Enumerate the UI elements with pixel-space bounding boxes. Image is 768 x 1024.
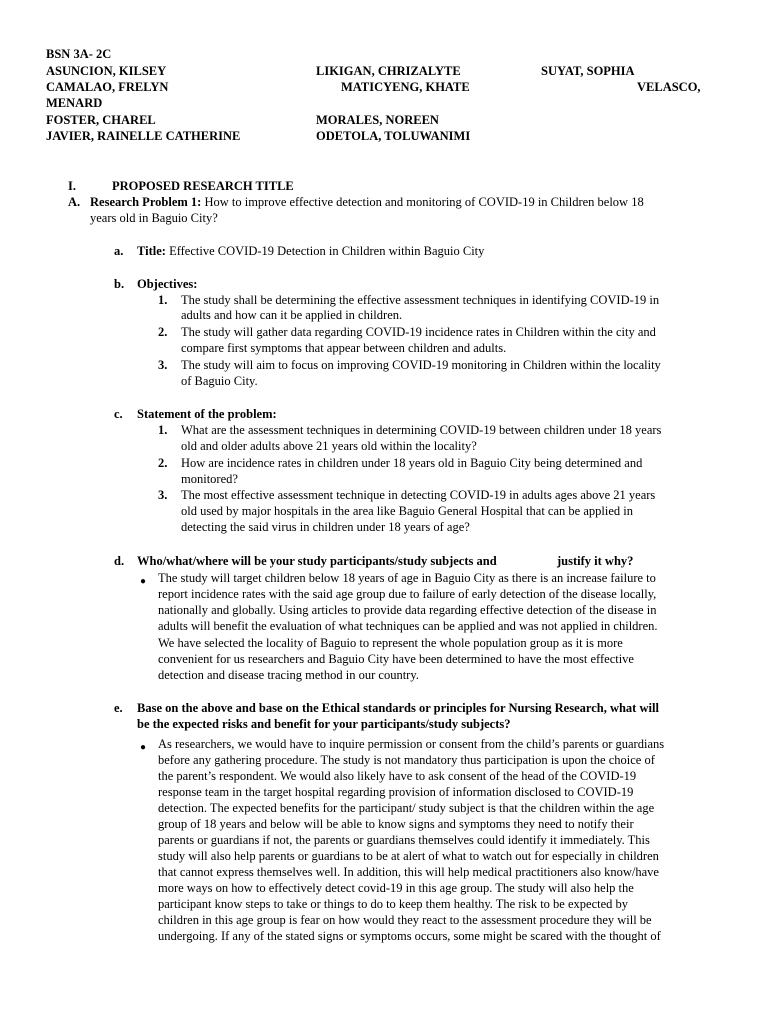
objective-3-line-1: The study will aim to focus on improving COVID-19 monitoring in Children within the locality [181,358,661,372]
participants-line: The study will target children below 18 years of age in Baguio City as there is an increase failure to [158,571,656,585]
problem-line-2: years old in Baguio City? [90,211,218,225]
objective-number: 2. [158,325,168,339]
problem-statement-number: 2. [158,456,168,470]
problem-text: How to improve effective detection and monitoring of COVID-19 in Children below 18 [201,195,644,209]
member-name: VELASCO, [637,80,701,94]
ethics-line: parents or guardians if not, the parents or guardians themselves could identify it immediately. This [158,833,650,847]
item-e-label-line-2: be the expected risks and benefit for your participants/study subjects? [137,717,511,731]
ethics-line: that cannot express themselves well. In addition, this will help medical practitioners also know/have [158,865,659,879]
item-d-label-tail: justify it why? [557,554,634,568]
member-name: MENARD [46,96,103,110]
item-c-label: Statement of the problem: [137,407,277,421]
item-d-label: Who/what/where will be your study participants/study subjects and [137,554,497,568]
bullet-icon: ● [140,742,147,753]
member-name: MORALES, NOREEN [316,113,439,127]
ethics-line: children in this age group is fear on how would they react to the assessment procedure they will be [158,913,652,927]
statement-3-line-1: The most effective assessment technique in detecting COVID-19 in adults ages above 21 years [181,488,656,502]
ethics-line: participant know steps to take or things to do to keep them healthy. The risk to be expected by [158,897,629,911]
objective-number: 1. [158,293,168,307]
ethics-line: group of 18 years and below will be able to know signs and symptoms they need to notify their [158,817,634,831]
ethics-line: undergoing. If any of the stated signs or symptoms occurs, some might be scared with the thought of [158,929,661,943]
ethics-line: detection. The expected benefits for the participant/ study subject is that the children within the age [158,801,655,815]
objective-1-line-1: The study shall be determining the effective assessment techniques in identifying COVID-19 in [181,293,660,307]
ethics-line: study will also help parents or guardians to be at alert of what to watch out for especially in children [158,849,659,863]
participants-line: report incidence rates with the said age group due to failure of early detection of the disease locally, [158,587,657,601]
ethics-line: As researchers, we would have to inquire permission or consent from the child’s parents or guardians [158,737,665,751]
item-e-letter: e. [114,701,123,715]
item-c-letter: c. [114,407,123,421]
ethics-line: the parent’s respondent. We would also likely have to ask consent of the head of the COVID-19 [158,769,637,783]
member-name: JAVIER, RAINELLE CATHERINE [46,129,241,143]
statement-3-line-3: detecting the said virus in children under 18 years of age? [181,520,470,534]
statement-2-line-2: monitored? [181,472,238,486]
participants-line: detection and disease tracing method in our country. [158,668,419,682]
item-d-letter: d. [114,554,125,568]
ethics-line: more ways on how to effectively detect covid-19 in this age group. The study will also help the [158,881,634,895]
objective-number: 3. [158,358,168,372]
participants-line: nationally and globally. Using articles to provide data regarding effective detection of the disease in [158,603,657,617]
member-name: FOSTER, CHAREL [46,113,156,127]
statement-1-line-1: What are the assessment techniques in determining COVID-19 between children under 18 years [181,423,662,437]
statement-3-line-2: old used by major hospitals in the area like Baguio General Hospital that can be applied in [181,504,633,518]
problem-statement-number: 1. [158,423,168,437]
objective-3-line-2: of Baguio City. [181,374,258,388]
objective-2-line-2: compare first symptoms that appear between children and adults. [181,341,507,355]
problem-letter: A. [68,195,81,209]
member-name: CAMALAO, FRELYN [46,80,169,94]
item-e-label-line-1: Base on the above and base on the Ethical standards or principles for Nursing Research, what will [137,701,659,715]
member-name: MATICYENG, KHATE [341,80,470,94]
member-name: ASUNCION, KILSEY [46,64,167,78]
problem-line-1 [90,195,644,211]
item-b-letter: b. [114,277,125,291]
statement-1-line-2: old and older adults above 21 years old within the locality? [181,439,477,453]
section-code: BSN 3A- 2C [46,47,112,61]
objective-2-line-1: The study will gather data regarding COVID-19 incidence rates in Children within the city and [181,325,656,339]
statement-2-line-1: How are incidence rates in children under 18 years old in Baguio City being determined and [181,456,643,470]
participants-line: convenient for us researchers and Baguio City have been determined to have the most effective [158,652,634,666]
item-a-line [137,244,484,260]
ethics-line: before any gathering procedure. The study is not mandatory thus participation is upon the choice of [158,753,655,767]
ethics-line: response team in the target hospital regarding provision of information disclosed to COVID-19 [158,785,634,799]
item-b-label: Objectives: [137,277,198,291]
bullet-icon: ● [140,576,147,587]
problem-statement-number: 3. [158,488,168,502]
section-title: PROPOSED RESEARCH TITLE [112,179,294,193]
objective-1-line-2: adults and how can it be applied in children. [181,308,403,322]
problem-label: Research Problem 1: [90,195,202,209]
item-a-text: Effective COVID-19 Detection in Children within Baguio City [165,244,485,258]
participants-line: adults will benefit the evaluation of what techniques can be applied and was not applied in children. [158,619,658,633]
item-a-label: Title: [137,244,166,258]
member-name: LIKIGAN, CHRIZALYTE [316,64,461,78]
member-name: ODETOLA, TOLUWANIMI [316,129,471,143]
participants-line: We have selected the locality of Baguio to represent the whole population group as it is more [158,636,623,650]
member-name: SUYAT, SOPHIA [541,64,635,78]
section-numeral: I. [68,179,76,193]
item-a-letter: a. [114,244,124,258]
